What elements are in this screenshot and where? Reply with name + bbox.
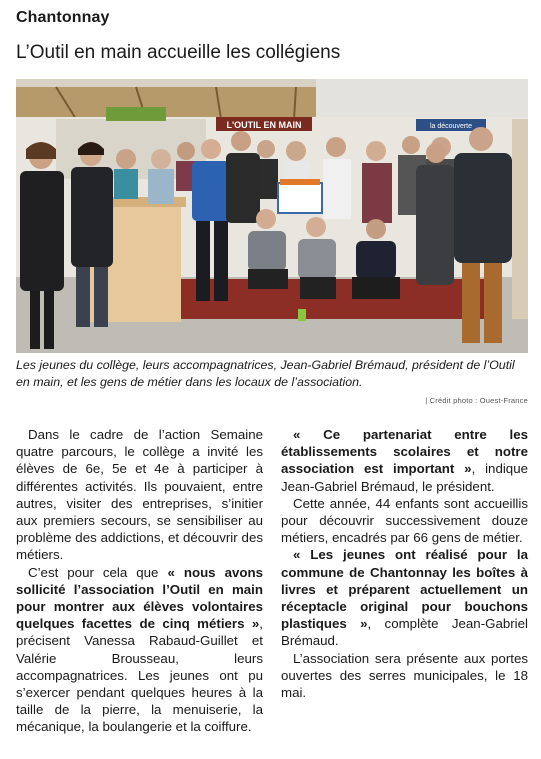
- quote-1: « nous avons sollicité l’association l’Outil en main pour montrer aux élèves volontaires quelques facettes de cinq métiers »: [16, 564, 263, 632]
- quote-2: « Ce partenariat entre les établissements scolaires et notre association est important »: [281, 427, 528, 477]
- article-headline: L’Outil en main accueille les collégiens: [16, 42, 341, 63]
- quote-3: « Les jeunes ont réalisé pour la commune de Chantonnay les boîtes à livres et préparent actuellement un réceptacle original pour bouchons plastiques »: [281, 547, 528, 632]
- paragraph-4: Cette année, 44 enfants sont accueillis pour découvrir successivement douze métiers, encadrés par 66 gens de métier.: [281, 495, 528, 546]
- section-rubric: Chantonnay: [16, 9, 110, 26]
- group-photo: [16, 79, 528, 353]
- blue-sign-text: la découverte: [429, 123, 473, 130]
- paragraph-3: « Ce partenariat entre les établissements scolaires et notre association est important », indique Jean-Gabriel Brémaud, le président.: [281, 427, 528, 494]
- photo-credit: | Crédit photo : Ouest-France: [425, 396, 528, 405]
- paragraph-1: Dans le cadre de l’action Semaine quatre parcours, le collège a invité les élèves de 6e, 5e et 4e à participer à différentes activités. Ils pouvaient, entre autres, visiter des entreprises, s’initier aux premiers secours, se sensibiliser au problème des addictions, et découvrir des métiers.: [16, 427, 263, 563]
- article-column-left: [16, 426, 263, 736]
- photo-caption: Les jeunes du collège, leurs accompagnatrices, Jean-Gabriel Brémaud, président de l’Outil en main, et les gens de métier dans les locaux de l’association.: [16, 358, 515, 389]
- paragraph-2: C’est pour cela que « nous avons sollicité l’association l’Outil en main pour montrer aux élèves volontaires quelques facettes de cinq métiers », précisent Vanessa Rabaud-Guillet et Valérie Brousseau, leurs accompagnatrices. Les jeunes ont pu s’exercer pendant quelques heures à la taille de la pierre, la menuiserie, la mécanique, la boulangerie et la coiffure.: [16, 564, 263, 735]
- paragraph-6: L’association sera présente aux portes ouvertes des serres municipales, le 18 mai.: [281, 650, 528, 701]
- article-column-right: [281, 426, 528, 701]
- paragraph-5: « Les jeunes ont réalisé pour la commune de Chantonnay les boîtes à livres et préparent actuellement un réceptacle original pour bouchons plastiques », complète Jean-Gabriel Brémaud.: [281, 547, 528, 649]
- banner-text: L'OUTIL EN MAIN: [226, 120, 302, 130]
